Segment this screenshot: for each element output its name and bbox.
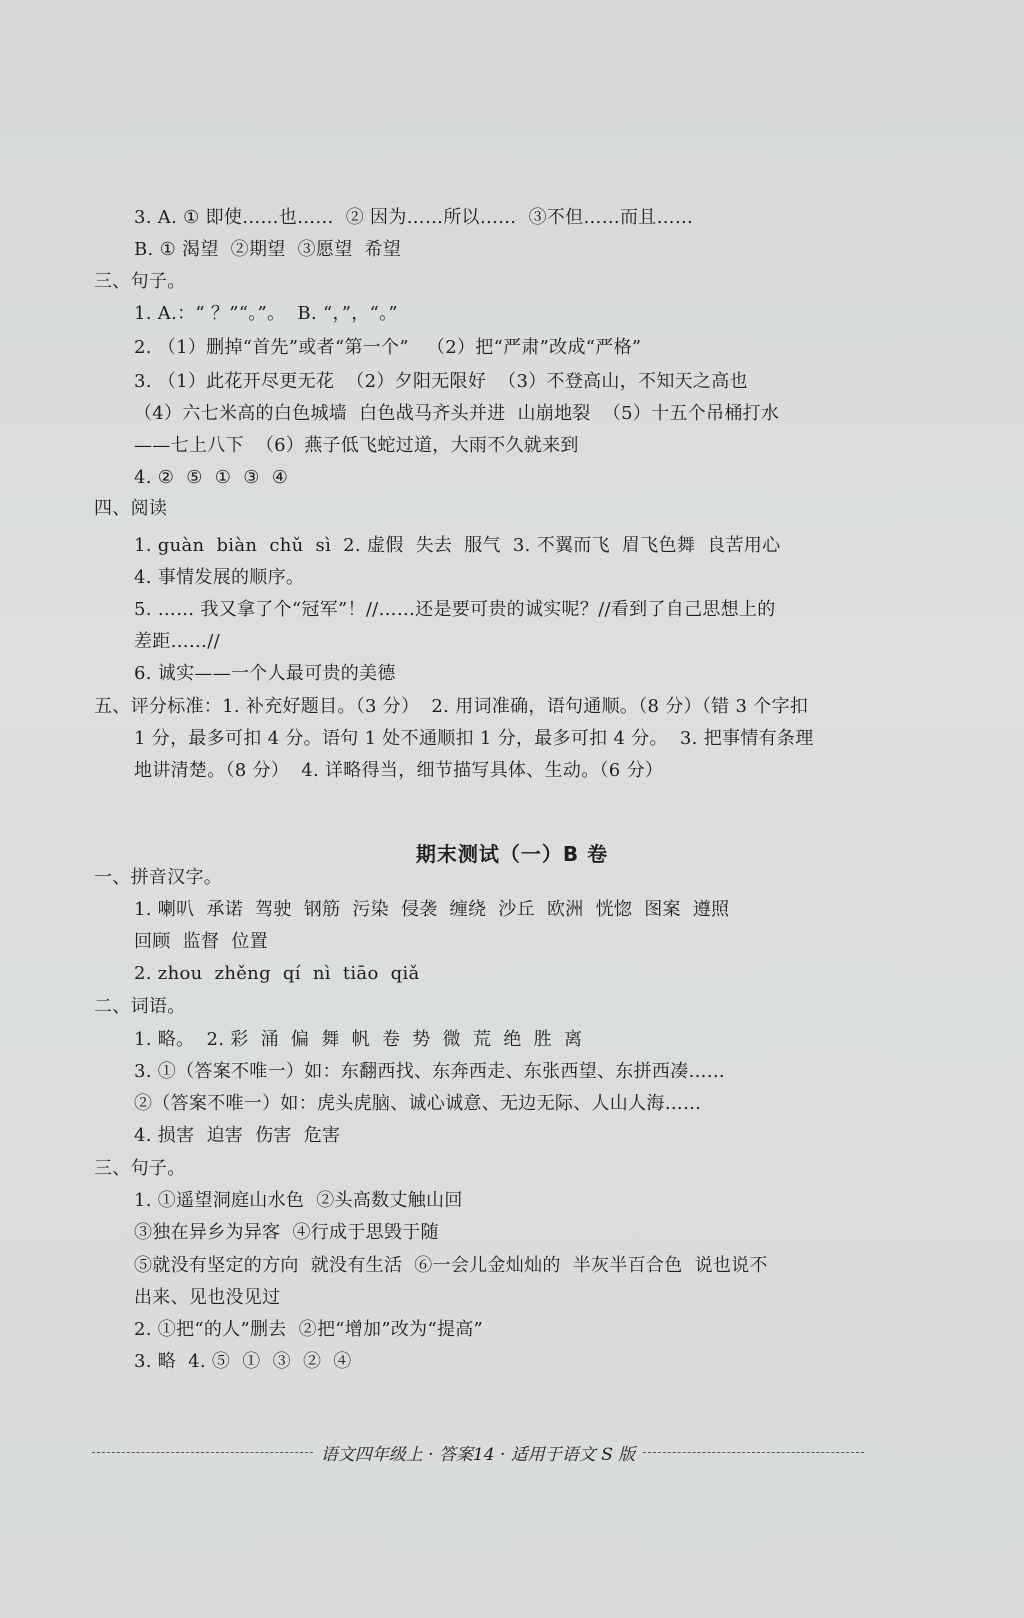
text-line: （4）六七米高的白色城墙 白色战马齐头并进 山崩地裂 （5）十五个吊桶打水: [134, 403, 780, 424]
text-line: 2. （1）删掉“首先”或者“第一个” （2）把“严肃”改成“严格”: [134, 337, 642, 358]
text-line: 三、句子。: [94, 1158, 186, 1179]
text-line: 1. guàn biàn chǔ sì 2. 虚假 失去 服气 3. 不翼而飞 眉飞色舞 良苦用心: [134, 535, 781, 556]
text-line: 4. ② ⑤ ① ③ ④: [134, 467, 289, 488]
text-line: 1. 略。 2. 彩 涌 偏 舞 帆 卷 势 微 荒 绝 胜 离: [134, 1029, 583, 1050]
text-line: 地讲清楚。（8 分） 4. 详略得当，细节描写具体、生动。（6 分）: [134, 760, 664, 781]
text-line: ——七上八下 （6）燕子低飞蛇过道，大雨不久就来到: [134, 435, 579, 456]
text-line: 5. …… 我又拿了个“冠军”！//……还是要可贵的诚实呢？//看到了自己思想上的: [134, 599, 776, 620]
footer-rule-right: [643, 1452, 864, 1453]
text-line: 2. ①把“的人”删去 ②把“增加”改为“提高”: [134, 1319, 484, 1340]
text-line: 1. ①遥望洞庭山水色 ②头高数丈触山回: [134, 1190, 463, 1211]
text-line: 6. 诚实——一个人最可贵的美德: [134, 663, 396, 684]
footer-text: 语文四年级上 · 答案14 · 适用于语文 S 版: [320, 1445, 636, 1465]
text-line: 3. ①（答案不唯一）如：东翻西找、东奔西走、东张西望、东拼西凑……: [134, 1061, 726, 1082]
page-footer: [92, 1440, 864, 1465]
text-line: 3. A. ① 即使……也…… ② 因为……所以…… ③不但……而且……: [134, 207, 694, 228]
text-line: 回顾 监督 位置: [134, 931, 268, 952]
text-line: ⑤就没有坚定的方向 就没有生活 ⑥一会儿金灿灿的 半灰半百合色 说也说不: [134, 1255, 768, 1276]
text-line: 出来、见也没见过: [134, 1287, 281, 1308]
text-line: 二、词语。: [94, 996, 186, 1017]
text-line: 4. 损害 迫害 伤害 危害: [134, 1125, 341, 1146]
text-line: 1 分，最多可扣 4 分。语句 1 处不通顺扣 1 分，最多可扣 4 分。 3. 把事情有条理: [134, 728, 814, 749]
section-title: 期末测试（一）B 卷: [415, 842, 609, 866]
text-line: 差距……//: [134, 631, 220, 652]
text-line: 五、评分标准：1. 补充好题目。（3 分） 2. 用词准确，语句通顺。（8 分）（错 3 个字扣: [94, 696, 809, 717]
text-line: B. ① 渴望 ②期望 ③愿望 希望: [134, 239, 402, 260]
text-line: 一、拼音汉字。: [94, 867, 223, 888]
text-line: 四、阅读: [94, 498, 168, 519]
text-line: 2. zhou zhěng qí nì tiāo qiǎ: [134, 963, 420, 984]
footer-rule-left: [92, 1452, 313, 1453]
text-line: 3. （1）此花开尽更无花 （2）夕阳无限好 （3）不登高山，不知天之高也: [134, 371, 748, 392]
text-line: 三、句子。: [94, 271, 186, 292]
text-line: ③独在异乡为异客 ④行成于思毁于随: [134, 1222, 439, 1243]
text-line: 4. 事情发展的顺序。: [134, 567, 305, 588]
text-line: 1. A.：“ ？”“。”。 B. “，”，“。”: [134, 303, 398, 324]
text-line: ②（答案不唯一）如：虎头虎脑、诚心诚意、无边无际、人山人海……: [134, 1093, 702, 1114]
text-line: 3. 略 4. ⑤ ① ③ ② ④: [134, 1351, 352, 1372]
text-line: 1. 喇叭 承诺 驾驶 钢筋 污染 侵袭 缠绕 沙丘 欧洲 恍惚 图案 遵照: [134, 899, 730, 920]
